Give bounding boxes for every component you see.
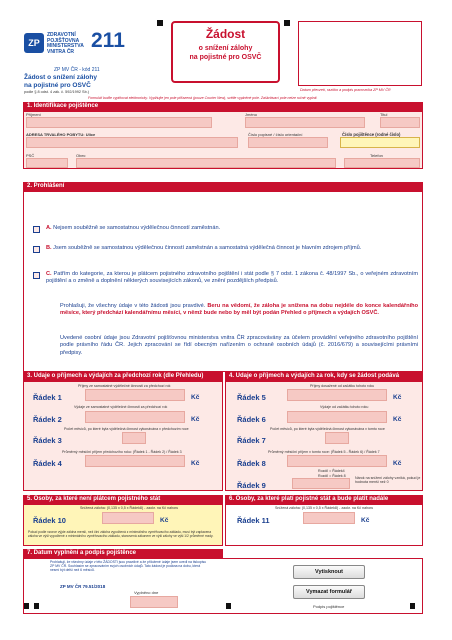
declaration-p1-bold: Beru na vědomí, že záloha je snížena na dobu nejdéle do konce kalendářního měsíce, který předchází kalendářnímu měsíci, v němž bude nebo by měl být podán Přehled o příjmech a výdajích OSVČ. (60, 303, 418, 317)
label-psc: PSČ (26, 153, 35, 158)
logo (24, 29, 125, 63)
option-b-letter: B. (46, 245, 52, 251)
left-title-2: na pojistné pro OSVČ (24, 82, 91, 89)
row-4-currency: Kč (191, 460, 200, 467)
left-title-1: Žádost o snížení zálohy (24, 74, 97, 81)
row-11-note: Snížená záloha: (0,135 x 0,5 x Řádek8) - zaokr. na Kč nahoru (275, 506, 374, 510)
row-5-note: Příjmy dosažené od začátku tohoto roku (310, 384, 375, 388)
date-field[interactable] (130, 596, 178, 608)
logo-line3: MINISTERSTVA (47, 43, 84, 50)
declaration-p1 (60, 303, 418, 318)
barcode-mark (226, 603, 231, 609)
row-10-label: Řádek 10 (33, 516, 66, 525)
option-b-text: Jsem souběžně se samostatnou výdělečnou činností zaměstnán a samostatná výdělečná činnost je hlavním zdrojem příjmů. (53, 245, 362, 251)
barcode-mark (284, 20, 290, 26)
option-a-text: Nejsem souběžně se samostatnou výdělečnou činností zaměstnán. (53, 225, 221, 231)
row-6-field[interactable] (287, 411, 387, 423)
checkbox-a[interactable] (33, 226, 40, 233)
option-b (46, 245, 418, 252)
row-7-note: Počet měsíců, po které byla výdělečná činnost vykonávána v tomto roce (270, 427, 385, 431)
row-5-label: Řádek 5 (237, 393, 266, 402)
row-7-field[interactable] (325, 432, 349, 444)
row-10-field[interactable] (102, 512, 154, 524)
row-10-note: Snížená záloha: (0,135 x 0,5 x Řádek8) - zaokr. na Kč nahoru (80, 506, 179, 510)
field-cislo-popisne[interactable] (248, 137, 328, 148)
logo-number: 211 (91, 29, 125, 52)
row-11-field[interactable] (303, 512, 355, 524)
field-obec[interactable] (76, 158, 336, 168)
receipt-box[interactable] (298, 21, 422, 86)
logo-line4: VNITRA ČR (47, 48, 75, 55)
row-3-label: Řádek 3 (33, 436, 62, 445)
field-psc[interactable] (26, 158, 68, 168)
row-6-label: Řádek 6 (237, 415, 266, 424)
row-9-field[interactable] (292, 478, 350, 489)
row-3-field[interactable] (122, 432, 146, 444)
row-8-field[interactable] (287, 455, 387, 467)
section-5-header: 5. Osoby, za které není plátcem pojistného stát (23, 495, 223, 504)
row-9-note-b: Rozdíl = Řádek 8 (318, 474, 346, 478)
barcode-mark (34, 603, 39, 609)
checkbox-c[interactable] (33, 272, 40, 279)
row-10-currency: Kč (160, 517, 169, 524)
row-3-note: Počet měsíců, po které byla výdělečná činnost vykonávána v předchozím roce (64, 427, 189, 431)
row-1-note: Příjmy ze samostatné výdělečné činnosti za předchozí rok (78, 384, 171, 388)
section-3-header: 3. Údaje o příjmech a výdajích za předchozí rok (dle Přehledu) (23, 372, 223, 381)
main-sub-1: o snížení zálohy (198, 45, 253, 52)
left-law: podle § 8 odst. 4 zák. č. 592/1992 Sb.) (24, 90, 90, 94)
checkbox-b[interactable] (33, 246, 40, 253)
row-9-note-a: Rozdíl = Řádek4 (318, 469, 345, 473)
row-4-note: Průměrný měsíční příjem předchozího roku: (Řádek 1 - Řádek 2) / Řádek 3 (62, 450, 182, 454)
field-titul[interactable] (380, 117, 420, 128)
signature-label: Podpis pojištěnce (313, 604, 345, 609)
receipt-note: Datum převzetí, razítko a podpis pracovníka ZP MV ČR (300, 88, 391, 92)
row-5-currency: Kč (393, 394, 402, 401)
row-9-side-note: Nárok na snížení zálohy vzniká, pokud je hodnota menší než 0 (355, 476, 421, 485)
option-c-letter: C. (46, 271, 52, 277)
field-prijmeni[interactable] (26, 117, 212, 128)
option-a-letter: A. (46, 225, 52, 231)
print-button[interactable]: Vytisknout (293, 565, 365, 579)
section-5-footnote: Pokud podle vzorce výjde záloha menší, než činí záloha vypočtená z minimálního vyměřovacího základu, musí být zaplacena záloha ve výši vypočtené z minimálního vyměřovacího základu, stanovená zákonem ve výši zálohy ve výši 1/2 průměrné mzdy. (28, 530, 214, 538)
section-1-header: 1. Identifikace pojištěnce (23, 102, 423, 111)
section-6-header: 6. Osoby, za které platí pojistné stát a bude platit nadále (225, 495, 423, 504)
row-2-currency: Kč (191, 416, 200, 423)
field-adresa[interactable] (26, 137, 238, 148)
field-telefon[interactable] (344, 158, 420, 168)
logo-line2: POJIŠŤOVNA (47, 37, 80, 44)
row-11-label: Řádek 11 (237, 516, 270, 525)
label-adresa: ADRESA TRVALÉHO POBYTU: Ulice (26, 132, 96, 137)
row-2-field[interactable] (85, 411, 185, 423)
row-1-currency: Kč (191, 394, 200, 401)
row-9-label: Řádek 9 (237, 481, 266, 490)
declaration-p2: Uvedené osobní údaje jsou Zdravotní pojišťovnou ministerstva vnitra ČR zpracovávány za účelem provádění veřejného zdravotního pojištění podle právního řádu ČR. Jejich zpracování se řídí obecným nařízením o ochraně osobních údajů (č. 2016/679) a souvisejícími právními předpisy. (60, 335, 418, 356)
main-sub-2: na pojistné pro OSVČ (189, 54, 262, 61)
label-cislo-popisne: Číslo popisné / číslo orientační (248, 132, 303, 137)
field-jmeno[interactable] (245, 117, 365, 128)
row-6-currency: Kč (393, 416, 402, 423)
label-jmeno: Jméno (245, 112, 258, 117)
label-telefon: Telefon (370, 153, 383, 158)
row-8-note: Průměrný měsíční příjem v tomto roce: (Řádek 5 - Řádek 6) / Řádek 7 (268, 450, 380, 454)
row-6-note: Výdaje od začátku tohoto roku (320, 405, 369, 409)
instruction-note: Formulář buďte vyplňovat elektronicky. Vyplňujte jen pole přiřazená (pouze Courier New), světle vyplněné pole. Zaškrtávací pole nelze ručně vyplnit. (88, 96, 318, 100)
row-7-label: Řádek 7 (237, 436, 266, 445)
barcode-mark (24, 603, 29, 609)
section-4-header: 4. Údaje o příjmech a výdajích za rok, kdy se žádost podává (225, 372, 423, 381)
logo-mark-icon: ZP (24, 33, 44, 53)
clear-form-button[interactable]: Vymazat formulář (293, 585, 365, 599)
declaration-p1-normal: Prohlašuji, že všechny údaje v této žádosti jsou pravdivé. (60, 303, 206, 309)
barcode-mark (410, 603, 415, 609)
main-title: Žádost (205, 27, 246, 41)
row-4-field[interactable] (85, 455, 185, 467)
label-titul: Titul (380, 112, 388, 117)
date-label: Vyplněno dne (134, 590, 159, 595)
row-2-note: Výdaje ze samostatné výdělečné činnosti za předchozí rok (74, 405, 168, 409)
row-5-field[interactable] (287, 389, 387, 401)
form-code: ZP MV ČR - kód 211 (54, 67, 100, 73)
row-1-field[interactable] (85, 389, 185, 401)
label-cislo-pojistence: Číslo pojištěnce (rodné číslo) (342, 132, 401, 137)
row-11-currency: Kč (361, 517, 370, 524)
logo-line1: ZDRAVOTNÍ (47, 32, 76, 38)
label-obec: Obec (76, 153, 86, 158)
form-reference: ZP MV ČR 79.51/2018 (60, 584, 106, 589)
option-c-text: Patřím do kategorie, za kterou je plátcem pojistného zdravotního pojištění i stát podle § 7 odst. 1 zákona č. 48/1997 Sb., o veřejném zdravotním pojištění a o změně a doplnění některých souvisejících zákonů, ve znění pozdějších předpisů. (46, 271, 418, 285)
section-2-header: 2. Prohlášení (23, 182, 423, 191)
title-box (171, 21, 280, 83)
row-8-currency: Kč (393, 460, 402, 467)
row-4-label: Řádek 4 (33, 459, 62, 468)
field-cislo-pojistence[interactable] (340, 137, 420, 148)
section-7-header: 7. Datum vyplnění a podpis pojištěnce (23, 549, 223, 558)
row-8-label: Řádek 8 (237, 459, 266, 468)
signature-text: Prohlašuji, že všechny údaje v této ŽÁDOSTI jsou pravdivé a že přiložené údaje jsem uvedl na tiskopisu ZP MV ČR. Souhlasím se zpracováním svých osobních údajů. Tato žádost je podána na dobu, která nesmí být delší než 6 měsíců. (50, 560, 207, 573)
row-2-label: Řádek 2 (33, 415, 62, 424)
barcode-mark (157, 20, 163, 26)
label-prijmeni: Příjmení (26, 112, 41, 117)
option-a (46, 225, 418, 232)
row-1-label: Řádek 1 (33, 393, 62, 402)
option-c (46, 271, 418, 286)
